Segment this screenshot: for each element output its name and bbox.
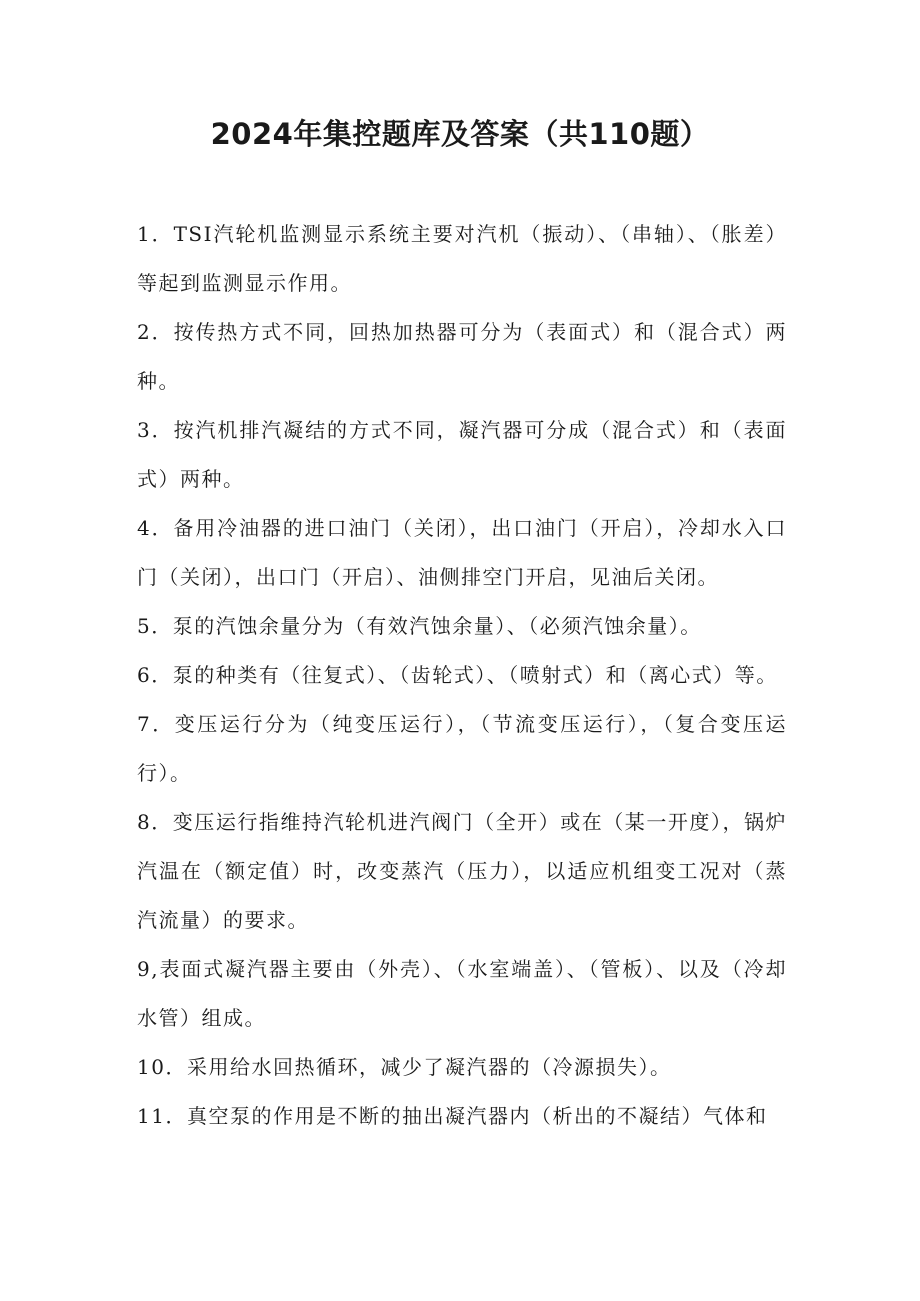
- question-item-1: 1．TSI汽轮机监测显示系统主要对汽机（振动）、（串轴）、（胀差）等起到监测显示作用。: [137, 222, 787, 295]
- question-item-8: 8．变压运行指维持汽轮机进汽阀门（全开）或在（某一开度），锅炉汽温在（额定值）时，改变蒸汽（压力），以适应机组变工况对（蒸汽流量）的要求。: [137, 810, 787, 932]
- question-item-6: 6．泵的种类有（往复式）、（齿轮式）、（喷射式）和（离心式）等。: [137, 663, 778, 687]
- question-item-5: 5．泵的汽蚀余量分为（有效汽蚀余量）、（必须汽蚀余量）。: [137, 614, 702, 638]
- document-title: 2024年集控题库及答案（共110题）: [210, 117, 710, 151]
- question-list: [137, 210, 787, 1141]
- question-item-7: 7．变压运行分为（纯变压运行），（节流变压运行），（复合变压运行）。: [137, 712, 787, 785]
- question-item-10: 10．采用给水回热循环，减少了凝汽器的（冷源损失）。: [137, 1055, 672, 1079]
- question-item-2: 2．按传热方式不同，回热加热器可分为（表面式）和（混合式）两种。: [137, 320, 787, 393]
- question-item-4: 4．备用冷油器的进口油门（关闭），出口油门（开启），冷却水入口门（关闭），出口门（开启）、油侧排空门开启，见油后关闭。: [137, 516, 787, 589]
- question-item-11: 11．真空泵的作用是不断的抽出凝汽器内（析出的不凝结）气体和: [137, 1104, 768, 1128]
- question-item-9: 9,表面式凝汽器主要由（外壳）、（水室端盖）、（管板）、以及（冷却水管）组成。: [137, 957, 787, 1030]
- question-item-3: 3．按汽机排汽凝结的方式不同，凝汽器可分成（混合式）和（表面式）两种。: [137, 418, 787, 491]
